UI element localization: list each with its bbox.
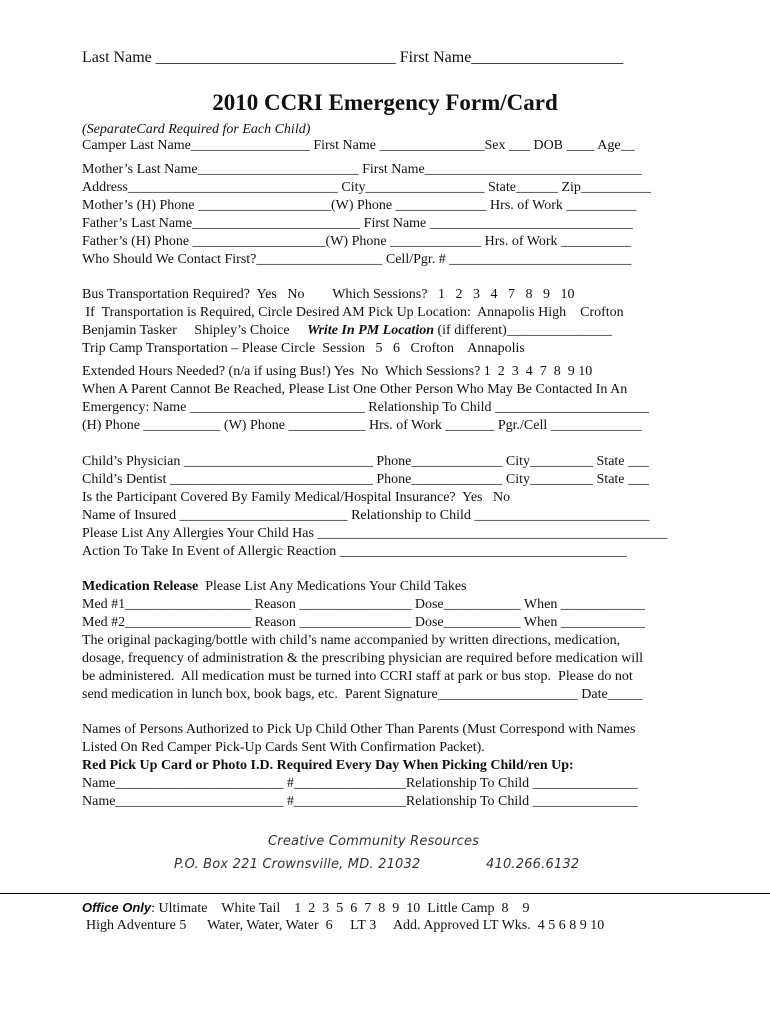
authorized-pickup-1: Names of Persons Authorized to Pick Up Child Other Than Parents (Must Correspond with Names — [82, 722, 636, 737]
bus-transport-line: Bus Transportation Required? Yes No Which Sessions? 1 2 3 4 7 8 9 10 — [82, 287, 575, 302]
med2-line: Med #2__________________ Reason ________________ Dose___________ When ____________ — [82, 615, 645, 630]
parent-unreached-line: When A Parent Cannot Be Reached, Please List One Other Person Who May Be Contacted In An — [82, 382, 628, 397]
allergic-action-line: Action To Take In Event of Allergic Reaction _________________________________________ — [82, 544, 627, 559]
divider — [0, 893, 770, 894]
medication-policy-3: be administered. All medication must be turned into CCRI staff at park or bus stop. Please do not — [82, 669, 633, 684]
red-card-notice: Red Pick Up Card or Photo I.D. Required Every Day When Picking Child/ren Up: — [82, 758, 574, 773]
organization-name: Creative Community Resources — [268, 834, 480, 849]
allergies-line: Please List Any Allergies Your Child Has __________________________________________________ — [82, 526, 668, 541]
medication-policy-2: dosage, frequency of administration & the prescribing physician are required before medication will — [82, 651, 643, 666]
emergency-name-line: Emergency: Name _________________________ Relationship To Child ______________________ — [82, 400, 650, 415]
camper-info-line: Camper Last Name_________________ First Name _______________Sex ___ DOB ____ Age__ — [82, 138, 635, 153]
dentist-line: Child’s Dentist _____________________________ Phone_____________ City_________ State ___ — [82, 472, 650, 487]
pickup-locations-line: Benjamin Tasker Shipley’s Choice Write In PM Location (if different)_______________ — [82, 323, 612, 338]
trip-camp-line: Trip Camp Transportation – Please Circle Session 5 6 Crofton Annapolis — [82, 341, 525, 356]
medication-policy-1: The original packaging/bottle with child’s name accompanied by written directions, medication, — [82, 633, 621, 648]
office-only-line-1: Office Only: Ultimate White Tail 1 2 3 5 6 7 8 9 10 Little Camp 8 9 — [82, 900, 530, 916]
organization-phone: 410.266.6132 — [486, 857, 580, 872]
mother-phone-line: Mother’s (H) Phone ___________________(W) Phone _____________ Hrs. of Work __________ — [82, 198, 637, 213]
insurance-question: Is the Participant Covered By Family Medical/Hospital Insurance? Yes No — [82, 490, 511, 505]
camper-name-line: Last Name ______________________________ First Name___________________ — [82, 49, 624, 66]
father-phone-line: Father’s (H) Phone ___________________(W) Phone _____________ Hrs. of Work __________ — [82, 234, 631, 249]
insured-line: Name of Insured ________________________ Relationship to Child _________________________ — [82, 508, 650, 523]
medication-policy-4: send medication in lunch box, book bags, etc. Parent Signature____________________ Date_____ — [82, 687, 643, 702]
physician-line: Child’s Physician ___________________________ Phone_____________ City_________ State ___ — [82, 454, 650, 469]
pickup-name-1: Name________________________ #________________Relationship To Child _______________ — [82, 776, 638, 791]
medication-release-line: Medication Release Please List Any Medications Your Child Takes — [82, 579, 467, 594]
separate-card-note: (SeparateCard Required for Each Child) — [82, 122, 311, 137]
extended-hours-line: Extended Hours Needed? (n/a if using Bus!) Yes No Which Sessions? 1 2 3 4 7 8 9 10 — [82, 364, 593, 379]
med1-line: Med #1__________________ Reason ________________ Dose___________ When ____________ — [82, 597, 645, 612]
address-line: Address______________________________ City_________________ State______ Zip__________ — [82, 180, 651, 195]
pickup-name-2: Name________________________ #________________Relationship To Child _______________ — [82, 794, 638, 809]
form-title: 2010 CCRI Emergency Form/Card — [212, 90, 558, 115]
mother-name-line: Mother’s Last Name_______________________ First Name_______________________________ — [82, 162, 642, 177]
organization-address: P.O. Box 221 Crownsville, MD. 21032 — [174, 857, 421, 872]
contact-first-line: Who Should We Contact First?__________________ Cell/Pgr. # __________________________ — [82, 252, 632, 267]
am-pickup-line: If Transportation is Required, Circle Desired AM Pick Up Location: Annapolis High Crofton — [82, 305, 624, 320]
authorized-pickup-2: Listed On Red Camper Pick-Up Cards Sent With Confirmation Packet). — [82, 740, 485, 755]
office-only-line-2: High Adventure 5 Water, Water, Water 6 LT 3 Add. Approved LT Wks. 4 5 6 8 9 10 — [86, 918, 605, 933]
emergency-phone-line: (H) Phone ___________ (W) Phone ___________ Hrs. of Work _______ Pgr./Cell _____________ — [82, 418, 642, 433]
father-name-line: Father’s Last Name________________________ First Name _____________________________ — [82, 216, 633, 231]
